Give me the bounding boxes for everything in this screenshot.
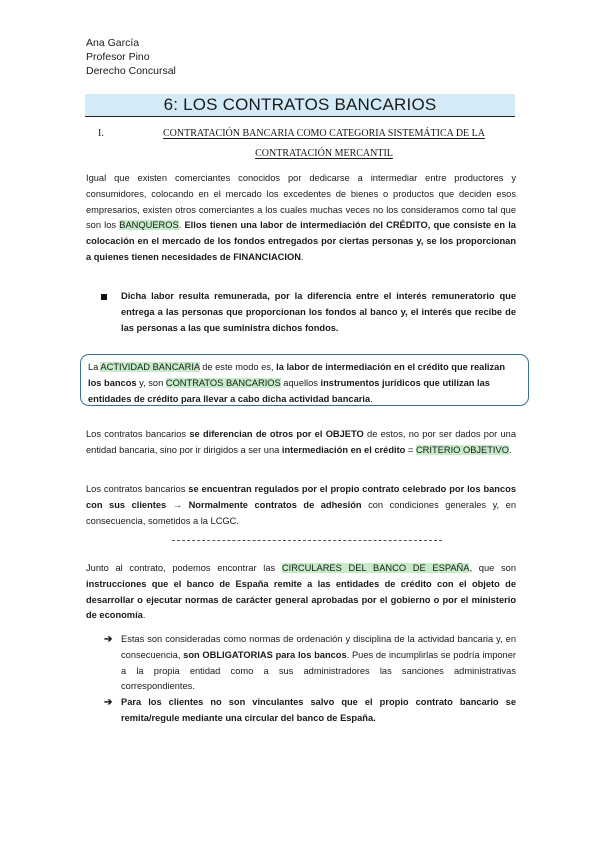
right-arrow-icon: ➔ <box>104 697 113 708</box>
highlight-contratos-bancarios: CONTRATOS BANCARIOS <box>165 377 281 388</box>
paragraph-objeto: Los contratos bancarios se diferencian de otros por el OBJETO de estos, no por ser dados por una entidad bancaria, sino por ir dirigidos a ser una intermediación en el crédito = CRITERIO OBJETIVO. <box>86 429 517 455</box>
highlight-banqueros: BANQUEROS <box>119 220 179 231</box>
paragraph-circulares: Junto al contrato, podemos encontrar las CIRCULARES DEL BANCO DE ESPAÑA, que son instrucciones que el banco de España remite a las entidades de crédito con el objeto de desarrollar o ejecutar normas de carácter general aprobadas por el gobierno o por el ministerio de economía. <box>86 563 516 621</box>
highlight-actividad-bancaria: ACTIVIDAD BANCARIA <box>100 362 200 372</box>
arrow-item-clientes: ➔ Para los clientes no son vinculantes salvo que el propio contrato bancario se remita/regule mediante una circular del banco de España. <box>104 697 516 723</box>
section-number: I. <box>98 128 104 139</box>
course-name: Derecho Concursal <box>86 65 176 77</box>
chapter-title: 6: LOS CONTRATOS BANCARIOS <box>85 94 515 117</box>
highlight-criterio-objetivo: CRITERIO OBJETIVO <box>415 444 509 455</box>
right-arrow-icon: ➔ <box>104 634 113 645</box>
author-name: Ana García <box>86 37 140 49</box>
arrow-item-obligatorias: ➔ Estas son consideradas como normas de ordenación y disciplina de la actividad bancaria y, en consecuencia, son OBLIGATORIAS para los bancos. Pues de incumplirlas se podría imponer a la propia entidad como a sus administradores las sanciones administrativas correspondientes. <box>104 634 516 692</box>
section-heading-text: CONTRATACIÓN BANCARIA COMO CATEGORIA SISTEMÁTICA DE LA CONTRATACIÓN MERCANTIL <box>163 128 485 159</box>
section-heading <box>86 124 516 164</box>
bullet-remuneracion: Dicha labor resulta remunerada, por la diferencia entre el interés remuneratorio que entrega a las personas que proporcionan los fondos al banco y, el interés que recibe de las personas a las que suministra dichos fondos. <box>101 289 516 336</box>
definition-box-text: La ACTIVIDAD BANCARIA de este modo es, la labor de intermediación en el crédito que realizan los bancos y, son CONTRATOS BANCARIOS aquellos instrumentos jurídicos que utilizan las entidades de crédito para llevar a cabo dicha actividad bancaria. <box>88 362 505 404</box>
square-bullet-icon <box>101 294 107 300</box>
highlight-circulares: CIRCULARES DEL BANCO DE ESPAÑA <box>281 563 470 573</box>
paragraph-regulacion: Los contratos bancarios se encuentran regulados por el propio contrato celebrado por los bancos con sus clientes → Normalmente contratos de adhesión con condiciones generales y, en consecuencia, sometidos a la LCGC. <box>86 484 517 526</box>
document-header <box>86 36 176 78</box>
paragraph-banqueros: Igual que existen comerciantes conocidos por dedicarse a intermediar entre productores y consumidores, colocando en el mercado los excedentes de bienes o productos que deciden esos empresarios, existen otros comerciantes a los cuales muchas veces no los consideramos como tal que son los BANQUEROS. Ellos tienen una labor de intermediación del CRÉDITO, que consiste en la colocación en el mercado de los fondos entregados por ciertas personas y, se los proporcionan a quienes tienen necesidades de FINANCIACION. <box>86 173 516 262</box>
dashed-divider <box>172 540 442 541</box>
professor-name: Profesor Pino <box>86 51 150 63</box>
